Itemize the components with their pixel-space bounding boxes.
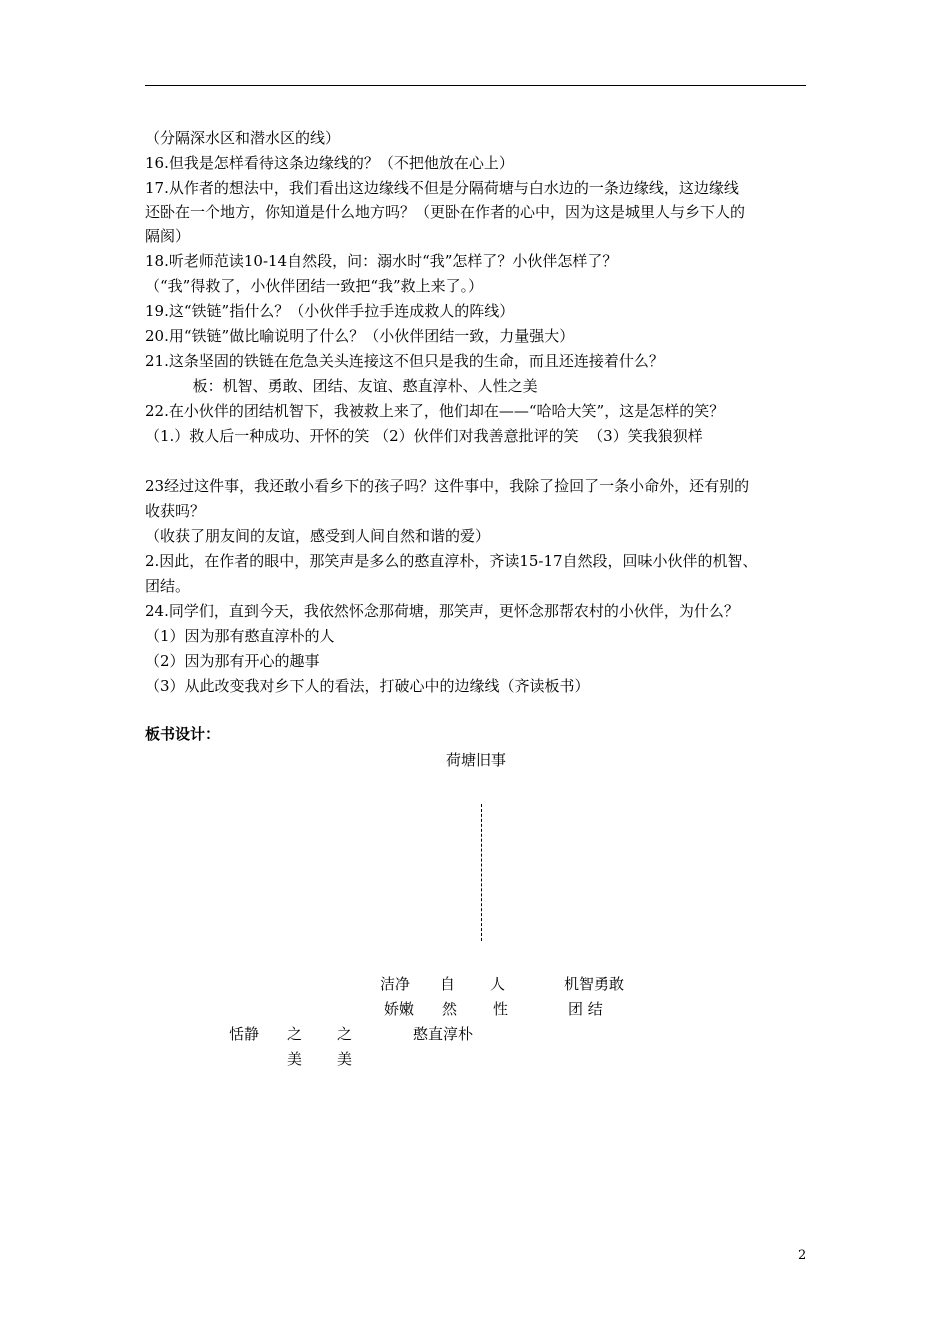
header-rule [145, 85, 806, 86]
text-line: （1.）救人后一种成功、开怀的笑 （2）伙伴们对我善意批评的笑 （3）笑我狼狈样 [145, 427, 703, 445]
text-line: 20.用“铁链”做比喻说明了什么？（小伙伴团结一致，力量强大） [145, 327, 575, 345]
board-word: 之 [337, 1025, 353, 1043]
board-word: 然 [442, 1000, 458, 1018]
board-word: 恬静 [229, 1025, 260, 1043]
board-word: 美 [287, 1050, 303, 1068]
text-line: 收获吗？ [145, 502, 206, 520]
text-line: 23经过这件事，我还敢小看乡下的孩子吗？这件事中，我除了捡回了一条小命外，还有别的 [145, 477, 750, 495]
text-line: 团结。 [145, 577, 191, 595]
text-line: 21.这条坚固的铁链在危急关头连接这不但只是我的生命，而且还连接着什么？ [145, 352, 664, 370]
board-title: 荷塘旧事 [446, 751, 507, 769]
board-heading: 板书设计： [145, 725, 221, 743]
dashed-divider [481, 804, 482, 941]
board-word: 憨直淳朴 [413, 1025, 474, 1043]
text-line: （1）因为那有憨直淳朴的人 [145, 627, 335, 645]
text-line: 22.在小伙伴的团结机智下，我被救上来了，他们却在——“哈哈大笑”，这是怎样的笑？ [145, 402, 725, 420]
board-word: 机智勇敢 [564, 975, 625, 993]
text-line: （3）从此改变我对乡下人的看法，打破心中的边缘线（齐读板书） [145, 677, 590, 695]
board-word: 美 [337, 1050, 353, 1068]
text-line: （2）因为那有开心的趣事 [145, 652, 320, 670]
board-word: 娇嫩 [384, 1000, 415, 1018]
text-line: 19.这“铁链”指什么？（小伙伴手拉手连成救人的阵线） [145, 302, 515, 320]
board-word: 性 [493, 1000, 509, 1018]
page-number: 2 [798, 1248, 807, 1263]
text-line: 2.因此，在作者的眼中，那笑声是多么的憨直淳朴，齐读15-17自然段，回味小伙伴的机智、 [145, 552, 758, 570]
text-line: 16.但我是怎样看待这条边缘线的？（不把他放在心上） [145, 154, 514, 172]
text-line: 板：机智、勇敢、团结、友谊、憨直淳朴、人性之美 [145, 377, 538, 395]
text-line: （收获了朋友间的友谊，感受到人间自然和谐的爱） [145, 527, 491, 545]
text-line: （分隔深水区和潜水区的线） [145, 129, 341, 147]
board-word: 人 [490, 975, 506, 993]
text-line: （“我”得救了，小伙伴团结一致把“我”救上来了。） [145, 277, 484, 295]
text-line: 24.同学们，直到今天，我依然怀念那荷塘，那笑声，更怀念那帮农村的小伙伴，为什么？ [145, 602, 739, 620]
text-line: 隔阂） [145, 227, 191, 245]
text-line: 18.听老师范读10-14自然段，问：溺水时“我”怎样了？小伙伴怎样了？ [145, 252, 618, 270]
board-word: 洁净 [380, 975, 411, 993]
board-word: 团 结 [568, 1000, 603, 1018]
board-word: 之 [287, 1025, 303, 1043]
text-line: 17.从作者的想法中，我们看出这边缘线不但是分隔荷塘与白水边的一条边缘线，这边缘线 [145, 179, 739, 197]
text-line: 还卧在一个地方，你知道是什么地方吗？（更卧在作者的心中，因为这是城里人与乡下人的 [145, 203, 746, 221]
board-word: 自 [440, 975, 456, 993]
